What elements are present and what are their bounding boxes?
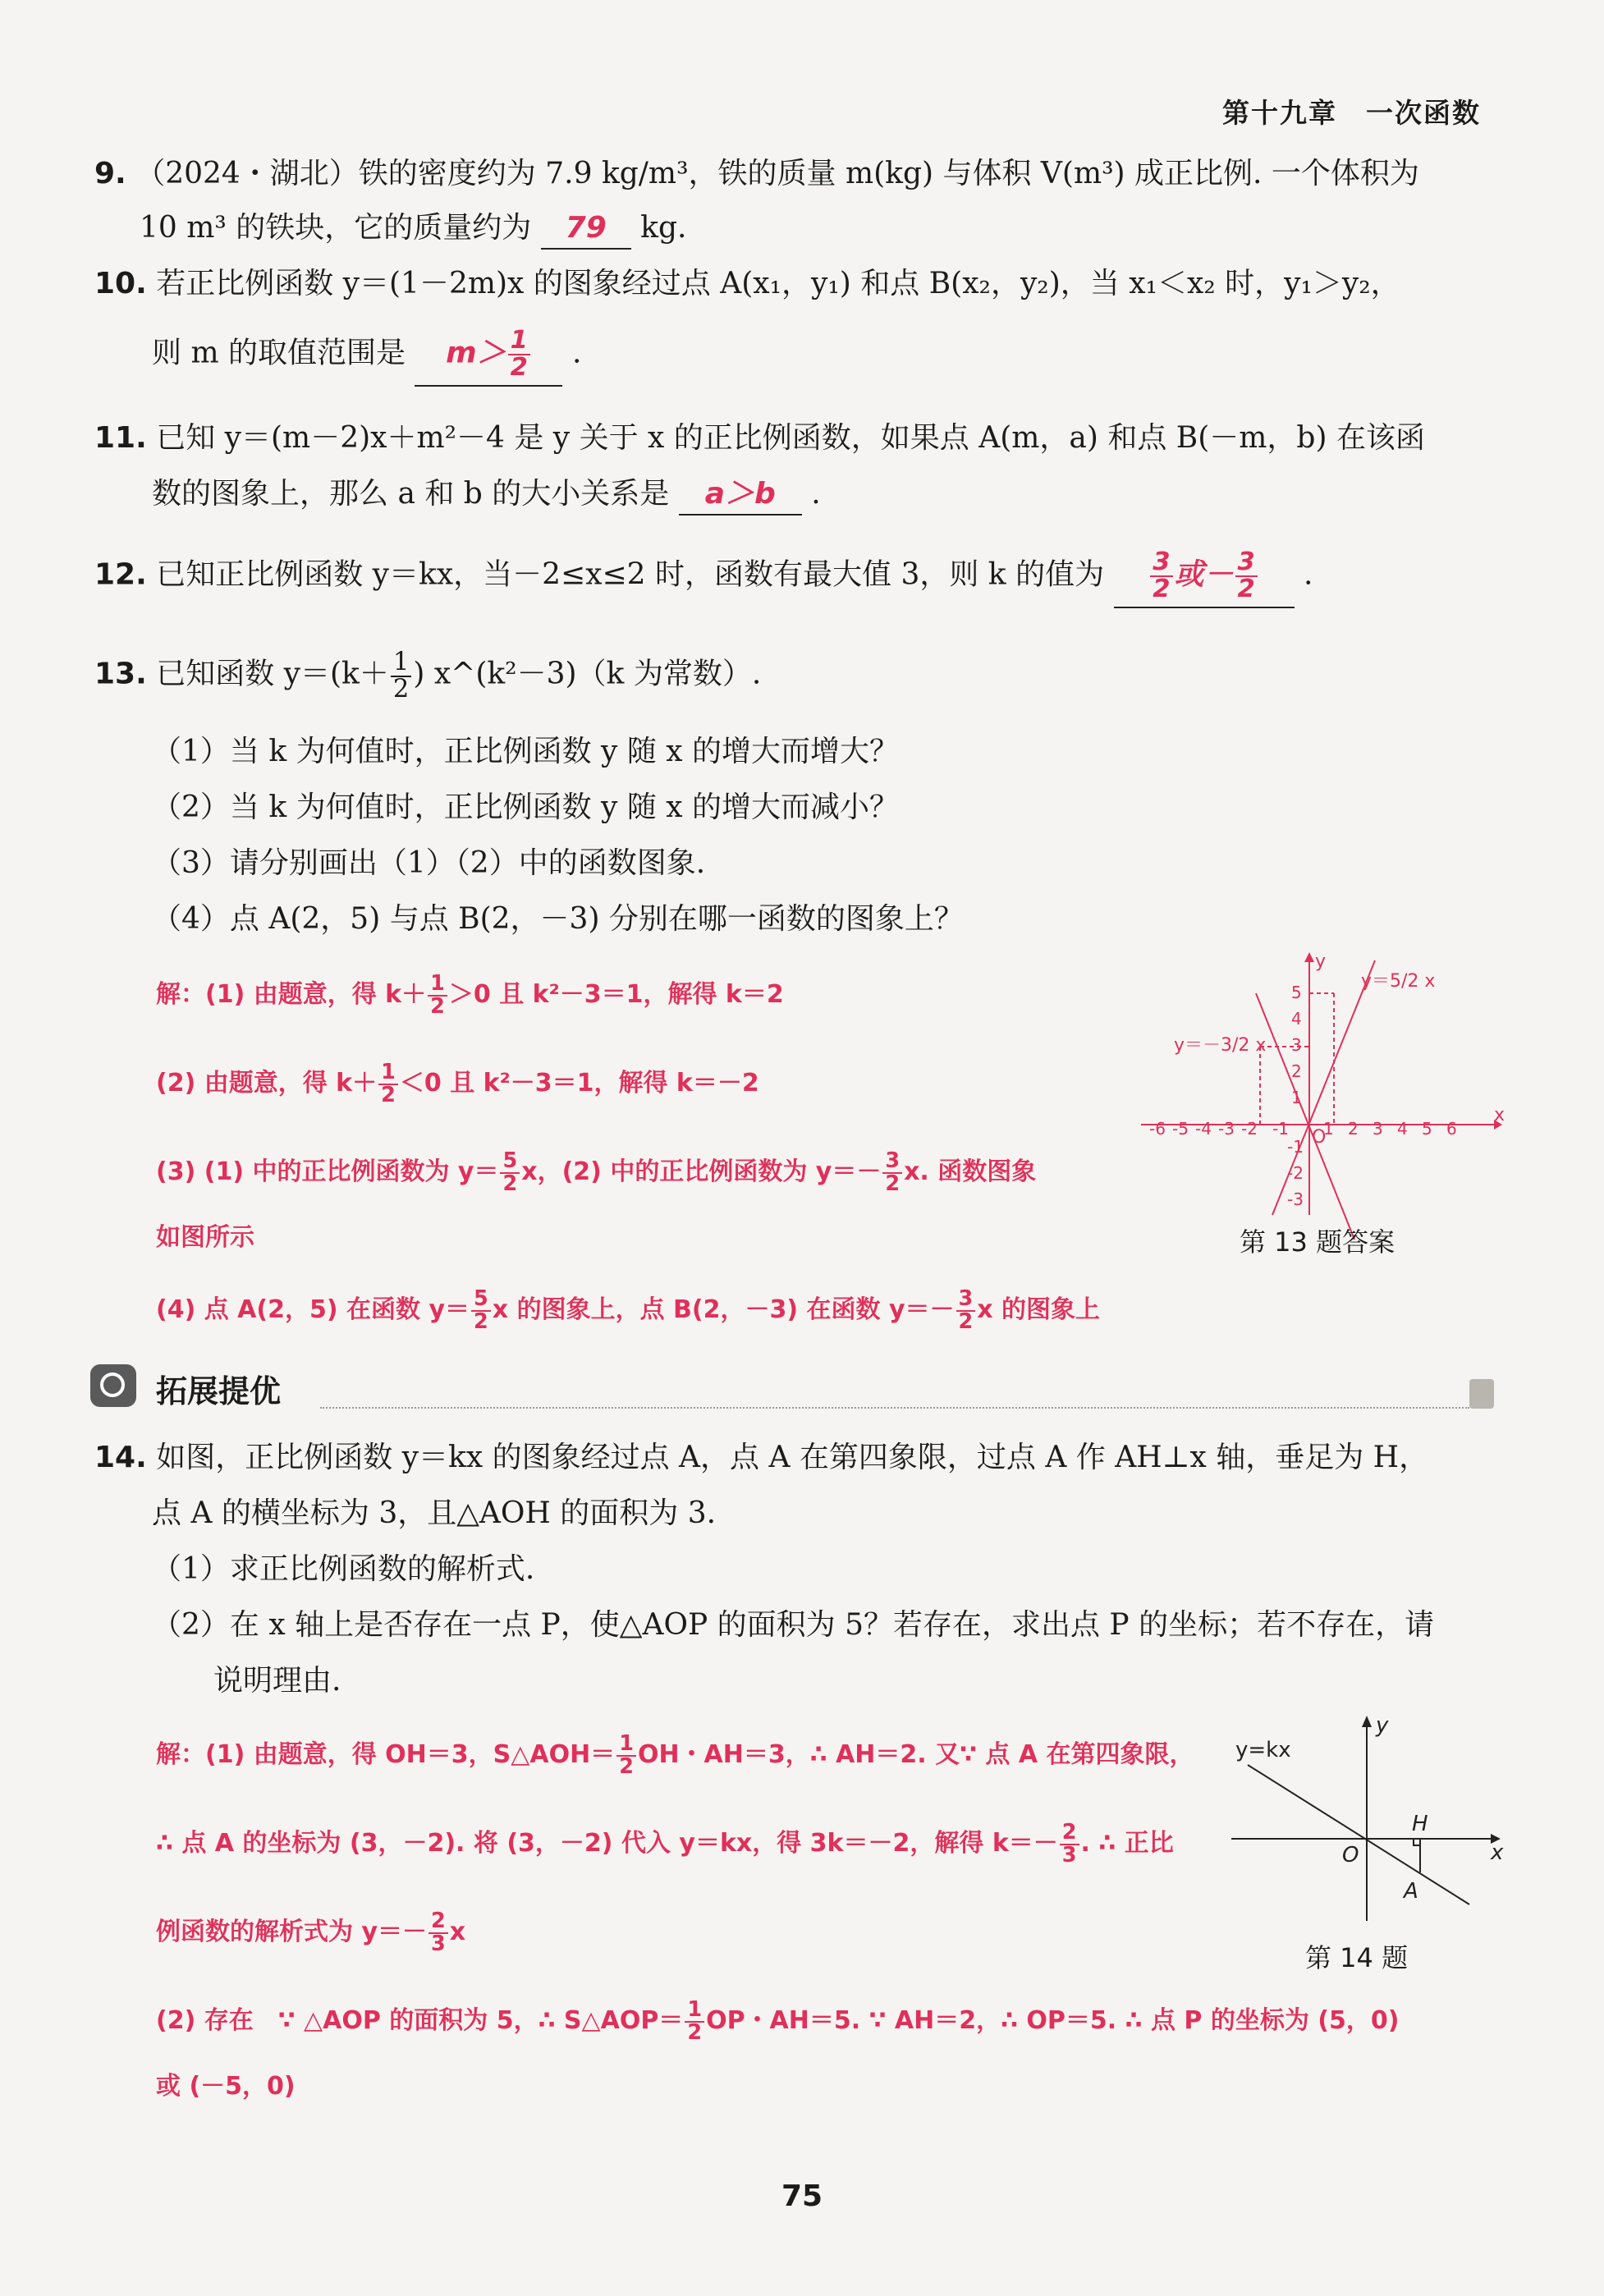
x-tick-neg6: -6: [1149, 1119, 1166, 1139]
origin-label: O: [1312, 1127, 1327, 1148]
q13-part1: （1）当 k 为何值时，正比例函数 y 随 x 的增大而增大？: [152, 735, 900, 768]
sol-text: (2) 由题意，得 k＋: [156, 1069, 378, 1098]
frac-num: 3: [882, 1151, 902, 1174]
q10-text2: 则 m 的取值范围是: [152, 336, 406, 370]
sol-fraction: [685, 1997, 704, 2045]
sol-text: x 的图象上，点 B(2，－3) 在函数 y＝－: [492, 1295, 955, 1324]
q12-number: 12.: [94, 557, 147, 592]
x-tick-2: 2: [1348, 1119, 1359, 1139]
sol-fraction: [428, 971, 447, 1019]
q10-period: .: [571, 336, 582, 370]
x-axis-label: x: [1494, 1105, 1505, 1125]
sol-text: (4) 点 A(2，5) 在函数 y＝: [156, 1295, 470, 1324]
q9-line2: [140, 209, 686, 250]
q13-stem-fraction: [391, 650, 411, 702]
q12-line: [94, 550, 1313, 608]
q10-text: 若正比例函数 y＝(1－2m)x 的图象经过点 A(x₁，y₁) 和点 B(x₂，y₂)，当 x₁＜x₂ 时，y₁＞y₂，: [156, 267, 1400, 300]
q13-part4: （4）点 A(2，5) 与点 B(2，－3) 分别在哪一函数的图象上？: [152, 902, 964, 936]
y-tick-1: 1: [1291, 1088, 1302, 1107]
frac-num: 1: [428, 974, 447, 997]
q14-line2: 点 A 的横坐标为 3，且△AOH 的面积为 3.: [152, 1496, 717, 1530]
y-axis-label: y: [1376, 1713, 1389, 1738]
q9-line1: [94, 154, 1419, 194]
q14-text: 如图，正比例函数 y＝kx 的图象经过点 A，点 A 在第四象限，过点 A 作 AH⊥x 轴，垂足为 H，: [156, 1441, 1429, 1474]
frac-den: 2: [430, 993, 445, 1019]
frac-num: 3: [1150, 550, 1172, 577]
section-header: [90, 1363, 1494, 1412]
y-axis-label: y: [1315, 951, 1327, 972]
sol-fraction: [1060, 1822, 1079, 1866]
frac-den: 2: [1237, 574, 1255, 603]
frac-num: 5: [471, 1289, 491, 1312]
label-pos: y＝5/2 x: [1361, 971, 1436, 992]
q13-number: 13.: [94, 657, 147, 691]
q14-solution-1b: [156, 1822, 1174, 1866]
sol-text: . ∴ 正比: [1080, 1829, 1174, 1858]
sol-text: x. 函数图象: [904, 1157, 1037, 1186]
q12-text: 已知正比例函数 y＝kx，当－2≤x≤2 时，函数有最大值 3，则 k 的值为: [156, 557, 1105, 592]
sol-fraction: [428, 1911, 448, 1955]
q11-text2: 数的图象上，那么 a 和 b 的大小关系是: [152, 477, 670, 511]
sol-text: OP・AH＝5. ∵ AH＝2，∴ OP＝5. ∴ 点 P 的坐标为 (5，0): [706, 2006, 1400, 2035]
right-angle-mark: [1414, 1839, 1420, 1845]
q13-solution-3b: 如图所示: [156, 1223, 254, 1252]
q14-graph: [1231, 1713, 1504, 1921]
point-H-label: H: [1412, 1812, 1428, 1836]
q10-number: 10.: [94, 267, 147, 300]
frac-den: 2: [474, 1308, 488, 1334]
q13-part2: （2）当 k 为何值时，正比例函数 y 随 x 的增大而减小？: [152, 791, 900, 824]
x-tick-neg4: -4: [1195, 1119, 1212, 1139]
page-number: 75: [781, 2179, 823, 2213]
y-tick-4: 4: [1291, 1009, 1302, 1029]
x-tick-neg3: -3: [1218, 1119, 1235, 1139]
y-tick-2: 2: [1291, 1061, 1302, 1081]
q10-answer-fraction: [508, 328, 530, 380]
q12-period: .: [1303, 557, 1313, 592]
sol-text: 解：(1) 由题意，得 OH＝3，S△AOH＝: [156, 1740, 616, 1769]
y-tick-neg3: -3: [1287, 1189, 1304, 1209]
q9-number: 9.: [94, 157, 126, 190]
frac-den: 2: [687, 2019, 703, 2045]
section-divider: [320, 1407, 1469, 1409]
x-tick-5: 5: [1422, 1119, 1432, 1139]
frac-den: 2: [1153, 574, 1171, 603]
sol-text: x，(2) 中的正比例函数为 y＝－: [521, 1157, 882, 1186]
q14-part2b: 说明理由.: [213, 1664, 341, 1698]
x-tick-neg5: -5: [1172, 1119, 1189, 1139]
q9-unit: kg.: [640, 211, 687, 245]
q13-part3: （3）请分别画出（1）（2）中的函数图象.: [152, 846, 706, 880]
label-neg: y＝－3/2 x: [1174, 1035, 1267, 1056]
frac-num: 3: [1235, 550, 1258, 577]
frac-num: 1: [391, 650, 411, 677]
q13-solution-2: [156, 1062, 759, 1106]
magnifier-icon: [90, 1364, 136, 1407]
sol-text: ＜0 且 k²－3＝1，解得 k＝－2: [399, 1069, 759, 1098]
sol-fraction: [616, 1731, 636, 1779]
q14-solution-2b: 或 (－5，0): [156, 2072, 296, 2101]
q10-answer: [415, 328, 562, 387]
frac-den: 2: [502, 1171, 518, 1196]
q10-line2: [152, 328, 581, 387]
x-tick-3: 3: [1373, 1119, 1383, 1139]
sol-text: ＞0 且 k²－3＝1，解得 k＝2: [448, 980, 784, 1009]
q13-solution-1: [156, 971, 784, 1019]
frac-den: 2: [958, 1308, 974, 1334]
x-tick-6: 6: [1446, 1119, 1457, 1139]
q14-line1: [94, 1438, 1428, 1478]
q14-part2: （2）在 x 轴上是否存在一点 P，使△AOP 的面积为 5？若存在，求出点 P 的坐标；若不存在，请: [152, 1608, 1435, 1642]
line-label: y=kx: [1235, 1738, 1291, 1762]
sol-text: 例函数的解析式为 y＝－: [156, 1918, 427, 1946]
q9-text: （2024・湖北）铁的密度约为 7.9 kg/m³，铁的质量 m(kg) 与体积 V(m³) 成正比例. 一个体积为: [135, 157, 1419, 190]
chapter-header: 第十九章 一次函数: [1222, 97, 1481, 129]
frac-num: 2: [428, 1911, 448, 1934]
y-arrow: [1362, 1716, 1372, 1727]
sol-text: (2) 存在 ∵ △AOP 的面积为 5，∴ S△AOP＝: [156, 2006, 684, 2035]
q14-solution-2: [156, 1997, 1400, 2045]
x-tick-1: 1: [1323, 1119, 1334, 1139]
point-A-label: A: [1404, 1879, 1418, 1904]
frac-den: 3: [1061, 1842, 1077, 1868]
q11-text: 已知 y＝(m－2)x＋m²－4 是 y 关于 x 的正比例函数，如果点 A(m，a) 和点 B(－m，b) 在该函: [156, 421, 1425, 455]
x-axis-label: x: [1491, 1840, 1504, 1865]
sol-text: (3) (1) 中的正比例函数为 y＝: [156, 1157, 499, 1186]
x-tick-neg2: -2: [1241, 1119, 1258, 1139]
frac-num: 2: [1060, 1822, 1079, 1845]
q12-answer: [1114, 550, 1295, 608]
frac-num: 5: [500, 1151, 520, 1174]
q14-solution-1c: [156, 1911, 465, 1955]
q13-solution-4: [156, 1286, 1101, 1334]
q13-graph: [1141, 951, 1505, 1215]
q13-solution-3: [156, 1148, 1037, 1196]
frac-num: 1: [616, 1734, 636, 1757]
q11-answer: a＞b: [679, 474, 802, 516]
y-tick-5: 5: [1291, 983, 1302, 1002]
frac-num: 3: [956, 1289, 976, 1312]
q14-figure-caption: 第 14 题: [1305, 1942, 1409, 1973]
sol-text: OH・AH＝3，∴ AH＝2. 又∵ 点 A 在第四象限，: [637, 1740, 1194, 1769]
q11-period: .: [811, 477, 821, 511]
y-tick-neg2: -2: [1287, 1163, 1304, 1183]
frac-den: 2: [619, 1753, 634, 1779]
q12-answer-or: 或－: [1174, 557, 1234, 592]
sol-fraction: [956, 1286, 976, 1334]
q9-answer: 79: [541, 209, 631, 250]
q14-number: 14.: [94, 1441, 147, 1474]
x-tick-neg1: -1: [1272, 1119, 1289, 1139]
sol-text: x 的图象上: [977, 1295, 1101, 1324]
y-arrow: [1304, 952, 1314, 962]
y-tick-3: 3: [1291, 1035, 1302, 1055]
q11-line1: [94, 419, 1425, 458]
q11-number: 11.: [94, 421, 147, 455]
frac-num: 1: [508, 328, 530, 355]
q11-line2: [152, 474, 821, 516]
q13-stem-a: 已知函数 y＝(k＋: [156, 657, 389, 691]
section-title: 拓展提优: [156, 1373, 282, 1409]
frac-num: 1: [685, 2000, 704, 2023]
sol-fraction: [500, 1148, 520, 1196]
sol-fraction: [471, 1286, 491, 1334]
sol-fraction: [378, 1062, 398, 1106]
frac-den: 2: [510, 352, 528, 382]
q10-line1: [94, 264, 1400, 304]
q13-figure-caption: 第 13 题答案: [1240, 1226, 1395, 1258]
frac-den: 2: [885, 1171, 901, 1196]
q13-stem-b: ) x^(k²－3)（k 为常数）.: [413, 657, 762, 691]
q12-answer-frac2: [1235, 550, 1258, 602]
sol-fraction: [882, 1148, 902, 1196]
sol-text: ∴ 点 A 的坐标为 (3，－2). 将 (3，－2) 代入 y＝kx，得 3k＝－2，解得 k＝－: [156, 1829, 1058, 1858]
q10-answer-text: m＞: [446, 336, 506, 370]
line-neg: [1256, 993, 1354, 1240]
y-tick-neg1: -1: [1287, 1137, 1304, 1157]
q9-text2: 10 m³ 的铁块，它的质量约为: [140, 211, 532, 245]
origin-label: O: [1342, 1843, 1359, 1868]
q14-part1: （1）求正比例函数的解析式.: [152, 1552, 535, 1586]
sol-text: x: [449, 1918, 466, 1946]
frac-den: 2: [381, 1082, 396, 1107]
hourglass-icon: [1469, 1379, 1494, 1409]
x-tick-4: 4: [1397, 1119, 1408, 1139]
line-y-kx: [1248, 1765, 1469, 1904]
sol-text: 解：(1) 由题意，得 k＋: [156, 980, 427, 1009]
q14-solution-1: [156, 1731, 1194, 1779]
q13-stem: [94, 650, 761, 702]
frac-den: 2: [392, 674, 410, 703]
q12-answer-frac1: [1150, 550, 1172, 602]
frac-den: 3: [431, 1931, 446, 1956]
frac-num: 1: [378, 1062, 398, 1085]
